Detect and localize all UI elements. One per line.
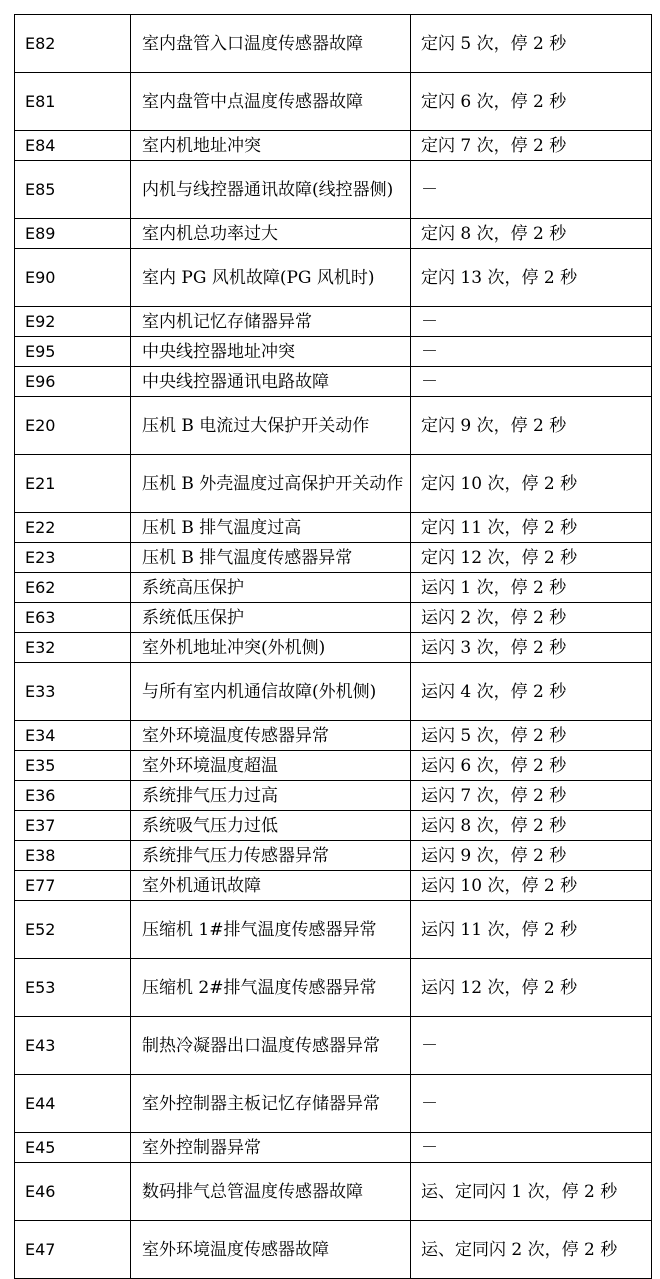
table-row — [15, 573, 652, 603]
table-row — [15, 131, 652, 161]
error-code: E46 — [15, 1163, 131, 1221]
table-row — [15, 73, 652, 131]
table-row — [15, 249, 652, 307]
error-description: 室内 PG 风机故障(PG 风机时) — [131, 249, 411, 307]
error-code: E96 — [15, 367, 131, 397]
table-row — [15, 781, 652, 811]
table-row — [15, 811, 652, 841]
error-code: E81 — [15, 73, 131, 131]
error-code: E20 — [15, 397, 131, 455]
error-description: 室外环境温度传感器异常 — [131, 721, 411, 751]
error-code: E44 — [15, 1075, 131, 1133]
flash-pattern: － — [411, 367, 652, 397]
error-code: E33 — [15, 663, 131, 721]
error-code: E77 — [15, 871, 131, 901]
error-description: 内机与线控器通讯故障(线控器侧) — [131, 161, 411, 219]
error-code: E85 — [15, 161, 131, 219]
flash-pattern: 定闪 8 次，停 2 秒 — [411, 219, 652, 249]
error-code: E23 — [15, 543, 131, 573]
error-code: E47 — [15, 1221, 131, 1279]
flash-pattern: 定闪 10 次，停 2 秒 — [411, 455, 652, 513]
error-code: E62 — [15, 573, 131, 603]
error-code: E63 — [15, 603, 131, 633]
table-row — [15, 633, 652, 663]
error-code: E52 — [15, 901, 131, 959]
error-code: E90 — [15, 249, 131, 307]
flash-pattern: 定闪 9 次，停 2 秒 — [411, 397, 652, 455]
error-code: E34 — [15, 721, 131, 751]
flash-pattern: 运闪 1 次，停 2 秒 — [411, 573, 652, 603]
error-description: 压缩机 2#排气温度传感器异常 — [131, 959, 411, 1017]
table-row — [15, 721, 652, 751]
flash-pattern: 定闪 7 次，停 2 秒 — [411, 131, 652, 161]
error-code: E36 — [15, 781, 131, 811]
error-code: E89 — [15, 219, 131, 249]
flash-pattern: 运闪 11 次，停 2 秒 — [411, 901, 652, 959]
error-code: E53 — [15, 959, 131, 1017]
error-description: 室内机记忆存储器异常 — [131, 307, 411, 337]
error-code: E45 — [15, 1133, 131, 1163]
error-code-table — [14, 14, 652, 1279]
error-code: E22 — [15, 513, 131, 543]
table-row — [15, 1163, 652, 1221]
error-code: E38 — [15, 841, 131, 871]
error-description: 系统吸气压力过低 — [131, 811, 411, 841]
error-description: 压缩机 1#排气温度传感器异常 — [131, 901, 411, 959]
table-row — [15, 901, 652, 959]
error-description: 室内机总功率过大 — [131, 219, 411, 249]
error-description: 室外控制器主板记忆存储器异常 — [131, 1075, 411, 1133]
error-code: E35 — [15, 751, 131, 781]
flash-pattern: － — [411, 1017, 652, 1075]
error-description: 压机 B 外壳温度过高保护开关动作 — [131, 455, 411, 513]
table-row — [15, 307, 652, 337]
flash-pattern: 运、定同闪 1 次，停 2 秒 — [411, 1163, 652, 1221]
error-description: 压机 B 排气温度传感器异常 — [131, 543, 411, 573]
table-row — [15, 663, 652, 721]
table-row — [15, 455, 652, 513]
flash-pattern: － — [411, 1075, 652, 1133]
error-description: 室内盘管入口温度传感器故障 — [131, 15, 411, 73]
table-row — [15, 543, 652, 573]
error-description: 数码排气总管温度传感器故障 — [131, 1163, 411, 1221]
error-description: 制热冷凝器出口温度传感器异常 — [131, 1017, 411, 1075]
error-description: 室外机通讯故障 — [131, 871, 411, 901]
flash-pattern: 运闪 3 次，停 2 秒 — [411, 633, 652, 663]
error-description: 室外环境温度超温 — [131, 751, 411, 781]
error-description: 室内机地址冲突 — [131, 131, 411, 161]
flash-pattern: 运闪 5 次，停 2 秒 — [411, 721, 652, 751]
table-row — [15, 219, 652, 249]
flash-pattern: 运闪 8 次，停 2 秒 — [411, 811, 652, 841]
flash-pattern: 运闪 10 次，停 2 秒 — [411, 871, 652, 901]
flash-pattern: － — [411, 337, 652, 367]
flash-pattern: 运闪 9 次，停 2 秒 — [411, 841, 652, 871]
table-row — [15, 1075, 652, 1133]
flash-pattern: 运闪 4 次，停 2 秒 — [411, 663, 652, 721]
table-row — [15, 161, 652, 219]
error-code: E84 — [15, 131, 131, 161]
table-row — [15, 397, 652, 455]
table-row — [15, 15, 652, 73]
flash-pattern: 定闪 12 次，停 2 秒 — [411, 543, 652, 573]
table-row — [15, 1133, 652, 1163]
flash-pattern: 定闪 6 次，停 2 秒 — [411, 73, 652, 131]
table-row — [15, 1017, 652, 1075]
error-description: 压机 B 电流过大保护开关动作 — [131, 397, 411, 455]
flash-pattern: － — [411, 1133, 652, 1163]
error-code: E95 — [15, 337, 131, 367]
error-description: 与所有室内机通信故障(外机侧) — [131, 663, 411, 721]
error-description: 室外机地址冲突(外机侧) — [131, 633, 411, 663]
error-description: 系统高压保护 — [131, 573, 411, 603]
table-row — [15, 603, 652, 633]
error-code: E32 — [15, 633, 131, 663]
flash-pattern: － — [411, 161, 652, 219]
flash-pattern: － — [411, 307, 652, 337]
error-code: E37 — [15, 811, 131, 841]
table-row — [15, 1221, 652, 1279]
table-row — [15, 367, 652, 397]
error-description: 室外环境温度传感器故障 — [131, 1221, 411, 1279]
table-row — [15, 513, 652, 543]
flash-pattern: 定闪 13 次，停 2 秒 — [411, 249, 652, 307]
table-row — [15, 959, 652, 1017]
error-code: E21 — [15, 455, 131, 513]
table-row — [15, 751, 652, 781]
error-description: 压机 B 排气温度过高 — [131, 513, 411, 543]
error-description: 室外控制器异常 — [131, 1133, 411, 1163]
flash-pattern: 定闪 5 次，停 2 秒 — [411, 15, 652, 73]
flash-pattern: 运闪 12 次，停 2 秒 — [411, 959, 652, 1017]
error-description: 中央线控器通讯电路故障 — [131, 367, 411, 397]
error-code: E92 — [15, 307, 131, 337]
error-description: 中央线控器地址冲突 — [131, 337, 411, 367]
flash-pattern: 定闪 11 次，停 2 秒 — [411, 513, 652, 543]
table-row — [15, 337, 652, 367]
error-code: E43 — [15, 1017, 131, 1075]
flash-pattern: 运闪 2 次，停 2 秒 — [411, 603, 652, 633]
error-description: 系统排气压力传感器异常 — [131, 841, 411, 871]
table-row — [15, 841, 652, 871]
error-description: 系统排气压力过高 — [131, 781, 411, 811]
error-code: E82 — [15, 15, 131, 73]
flash-pattern: 运闪 6 次，停 2 秒 — [411, 751, 652, 781]
table-row — [15, 871, 652, 901]
flash-pattern: 运闪 7 次，停 2 秒 — [411, 781, 652, 811]
error-description: 系统低压保护 — [131, 603, 411, 633]
flash-pattern: 运、定同闪 2 次，停 2 秒 — [411, 1221, 652, 1279]
error-description: 室内盘管中点温度传感器故障 — [131, 73, 411, 131]
